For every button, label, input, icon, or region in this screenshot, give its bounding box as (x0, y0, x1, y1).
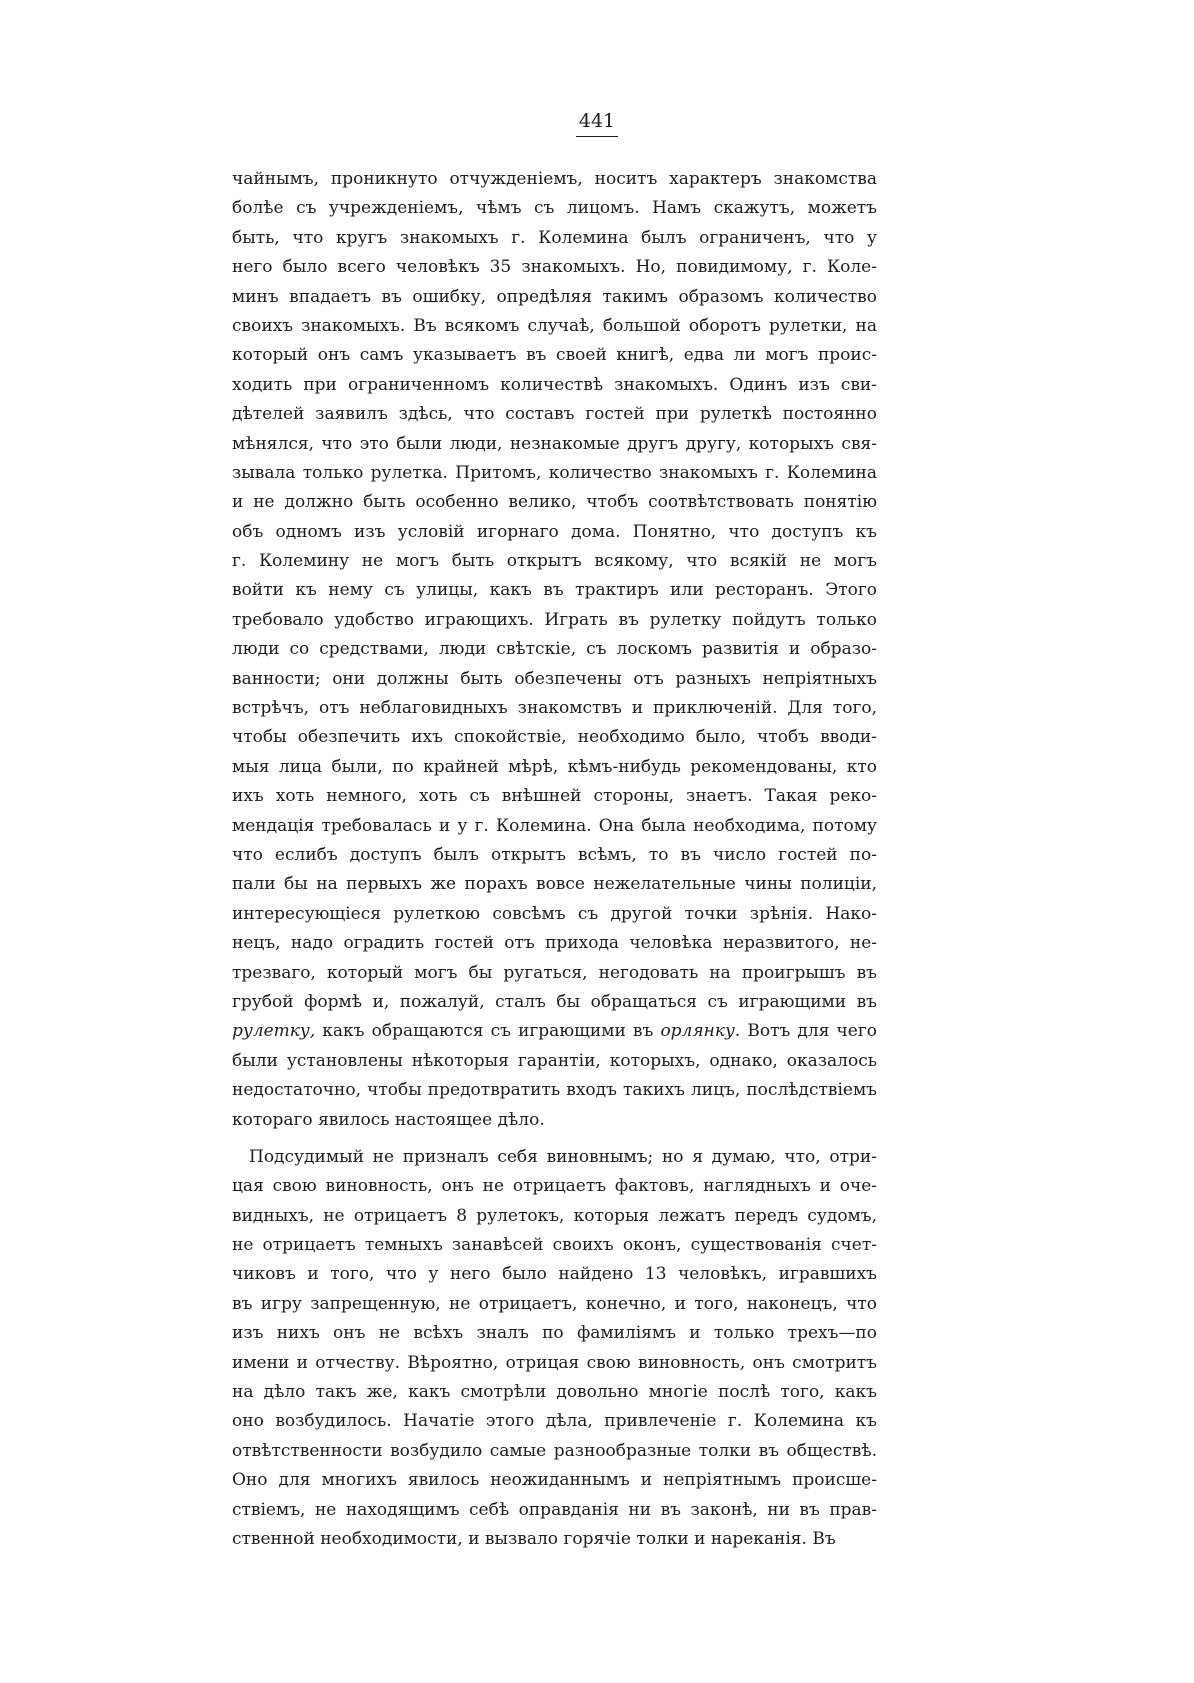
text-line: него было всего человѣкъ 35 знакомыхъ. Но, повидимому, г. Коле- (232, 257, 877, 278)
text-line: чиковъ и того, что у него было найдено 13 человѣкъ, игравшихъ (232, 1264, 877, 1285)
text-line: быть, что кругъ знакомыхъ г. Колемина былъ ограниченъ, что у (232, 227, 877, 248)
text-line: ственной необходимости, и вызвало горячіе толки и нареканія. Въ (232, 1528, 836, 1549)
text-line: г. Колемину не могъ быть открытъ всякому, что всякій не могъ (232, 551, 877, 572)
text-line: мендація требовалась и у г. Колемина. Она была необходима, потому (232, 815, 877, 836)
text-line: ихъ хоть немного, хоть съ внѣшней стороны, знаетъ. Такая реко- (232, 786, 877, 807)
text-line: нецъ, надо оградить гостей отъ прихода человѣка неразвитого, не- (232, 933, 877, 954)
text-line: люди со средствами, люди свѣтскіе, съ лоскомъ развитія и образо- (232, 639, 877, 660)
text-line: пали бы на первыхъ же порахъ вовсе нежелательные чины полиціи, (232, 874, 877, 895)
page-number (0, 110, 1194, 137)
body-text (232, 165, 877, 1554)
text-line: имени и отчеству. Вѣроятно, отрицая свою виновность, онъ смотритъ (232, 1352, 877, 1373)
text-line: войти къ нему съ улицы, какъ въ трактиръ или ресторанъ. Этого (232, 580, 877, 601)
text-line: котораго явилось настоящее дѣло. (232, 1109, 545, 1130)
text-line: ванности; они должны быть обезпечены отъ разныхъ непріятныхъ (232, 668, 877, 689)
text-line: отвѣтственности возбудило самые разнообразные толки въ обществѣ. (232, 1440, 877, 1461)
text-line: были установлены нѣкоторыя гарантіи, которыхъ, однако, оказалось (232, 1050, 877, 1071)
italic-word: рулетку, (232, 1021, 316, 1042)
text-line: своихъ знакомыхъ. Въ всякомъ случаѣ, большой оборотъ рулетки, на (232, 315, 877, 336)
text-line: въ игру запрещенную, не отрицаетъ, конечно, и того, наконецъ, что (232, 1293, 877, 1314)
text-line: грубой формѣ и, пожалуй, сталъ бы обращаться съ играющими въ (232, 991, 877, 1012)
text-line: чайнымъ, проникнуто отчужденіемъ, носитъ характеръ знакомства (232, 169, 877, 189)
text-line: цая свою виновность, онъ не отрицаетъ фактовъ, наглядныхъ и оче- (232, 1176, 877, 1197)
text-line: интересующіеся рулеткою совсѣмъ съ другой точки зрѣнія. Нако- (232, 903, 877, 924)
text-line: недостаточно, чтобы предотвратить входъ такихъ лицъ, послѣдствіемъ (232, 1080, 877, 1101)
text-line: изъ нихъ онъ не всѣхъ зналъ по фамиліямъ и только трехъ—по (232, 1323, 877, 1344)
text-line: рулетку, какъ обращаются съ играющими въ орлянку. Вотъ для чего (232, 1021, 877, 1042)
page-number-text: 441 (576, 110, 618, 137)
text-line: ствіемъ, не находящимъ себѣ оправданія ни въ законѣ, ни въ прав- (232, 1499, 877, 1520)
text-line: что еслибъ доступъ былъ открытъ всѣмъ, то въ число гостей по- (232, 844, 877, 865)
paragraph (232, 165, 877, 1135)
text-line: на дѣло такъ же, какъ смотрѣли довольно многіе послѣ того, какъ (232, 1382, 877, 1403)
italic-word: орлянку. (660, 1021, 741, 1042)
text-line: мѣнялся, что это были люди, незнакомые другъ другу, которыхъ свя- (232, 433, 877, 454)
text-line: требовало удобство играющихъ. Играть въ рулетку пойдутъ только (232, 609, 877, 630)
text-line: не отрицаетъ темныхъ занавѣсей своихъ оконъ, существованія счет- (232, 1235, 877, 1256)
text-line: болѣе съ учрежденіемъ, чѣмъ съ лицомъ. Намъ скажутъ, можетъ (232, 198, 877, 219)
text-line: дѣтелей заявилъ здѣсь, что составъ гостей при рулеткѣ постоянно (232, 404, 877, 425)
text-line: трезваго, который могъ бы ругаться, негодовать на проигрышъ въ (232, 962, 877, 983)
text-line: встрѣчъ, отъ неблаговидныхъ знакомствъ и приключеній. Для того, (232, 698, 877, 719)
text-line: Оно для многихъ явилось неожиданнымъ и непріятнымъ происше- (232, 1470, 877, 1491)
paragraph (232, 1143, 877, 1554)
paragraph-gap (232, 1135, 877, 1143)
text-line: который онъ самъ указываетъ въ своей книгѣ, едва ли могъ проис- (232, 345, 877, 366)
text-line: видныхъ, не отрицаетъ 8 рулетокъ, которыя лежатъ передъ судомъ, (232, 1205, 877, 1226)
text-line: объ одномъ изъ условій игорнаго дома. Понятно, что доступъ къ (232, 521, 877, 542)
text-line: ходить при ограниченномъ количествѣ знакомыхъ. Одинъ изъ сви- (232, 374, 877, 395)
text-line: чтобы обезпечить ихъ спокойствіе, необходимо было, чтобъ вводи- (232, 727, 877, 748)
text-line: зывала только рулетка. Притомъ, количество знакомыхъ г. Колемина (232, 462, 877, 483)
text-line: минъ впадаетъ въ ошибку, опредѣляя такимъ образомъ количество (232, 286, 877, 307)
text-line: Подсудимый не призналъ себя виновнымъ; но я думаю, что, отри- (249, 1146, 877, 1167)
text-line: и не должно быть особенно велико, чтобъ соотвѣтствовать понятію (232, 492, 877, 513)
text-line: оно возбудилось. Начатіе этого дѣла, привлеченіе г. Колемина къ (232, 1411, 877, 1432)
text-line: мыя лица были, по крайней мѣрѣ, кѣмъ-нибудь рекомендованы, кто (232, 756, 877, 777)
